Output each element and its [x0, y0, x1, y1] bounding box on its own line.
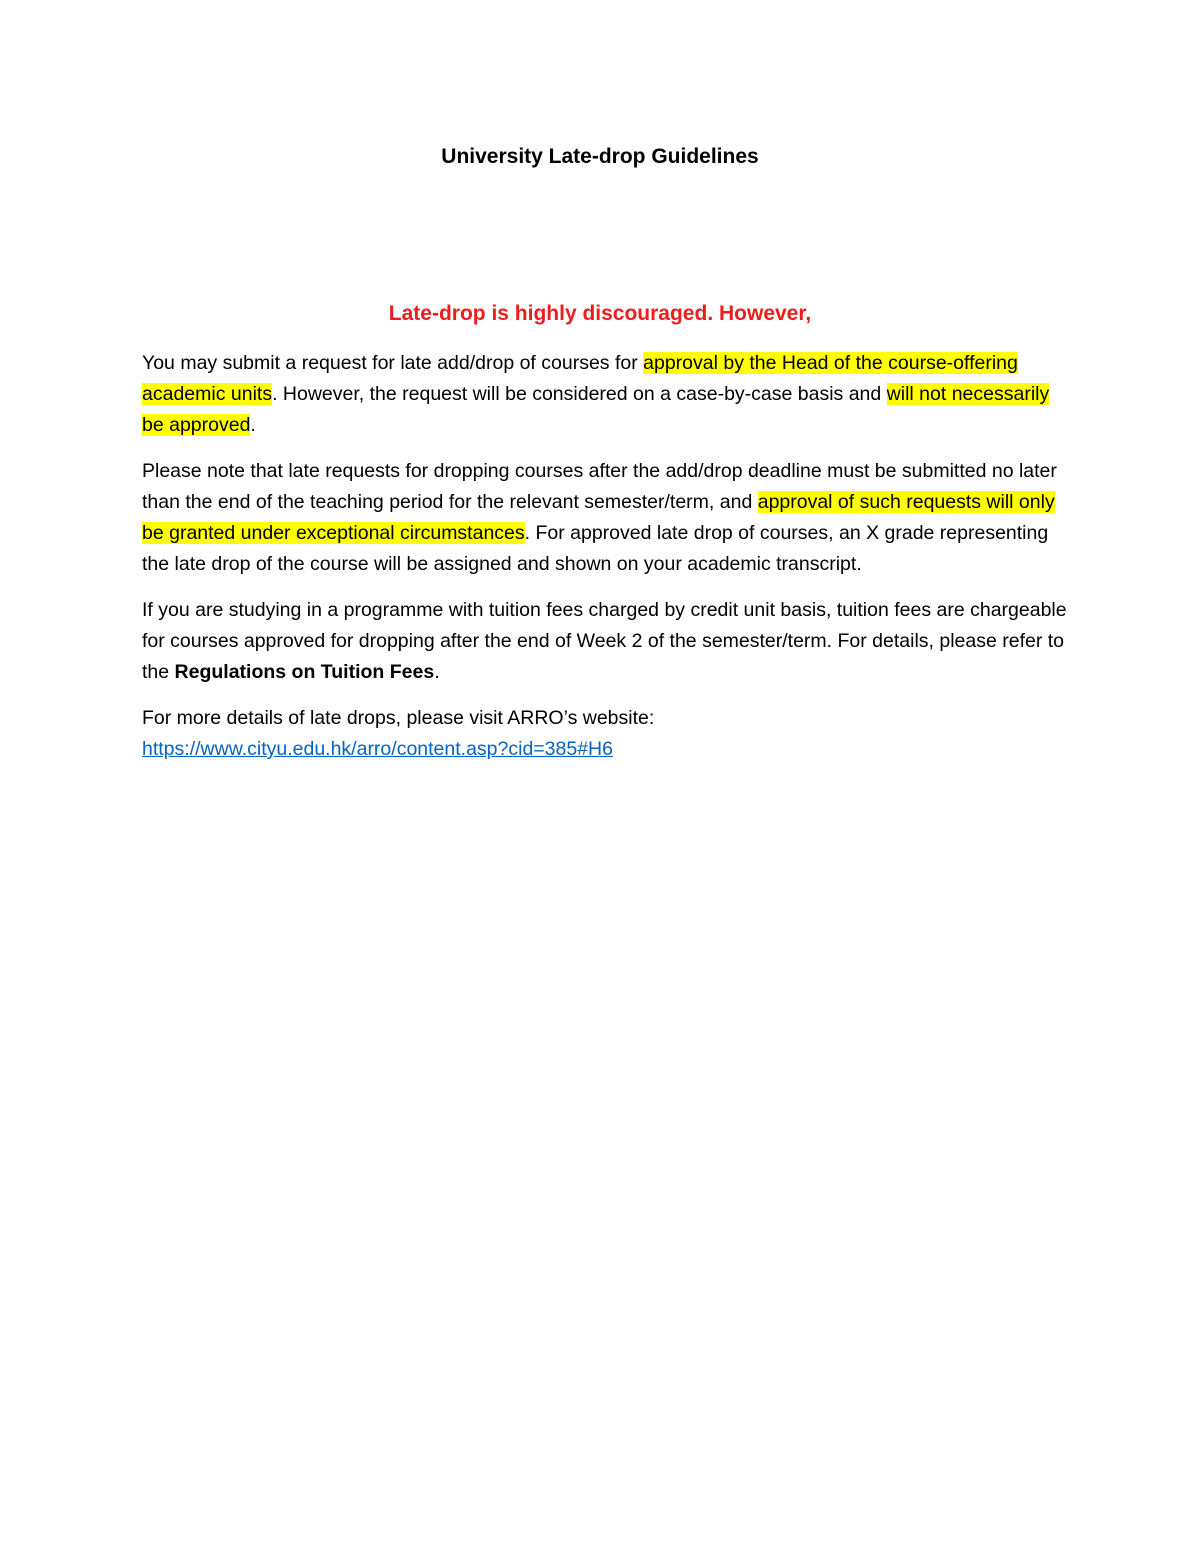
- paragraph-text: For more details of late drops, please visit ARRO’s website:: [142, 707, 655, 729]
- paragraph-text: Please note that late requests for dropping courses after the add/drop deadline must be submitted no later than the end of the teaching period for the relevant semester/term, and: [142, 460, 1057, 513]
- paragraph-text: . For approved late drop of courses, an X grade representing the late drop of the course will be assigned and shown on your academic transcript.: [142, 522, 1049, 575]
- document-body: [142, 348, 1072, 780]
- paragraph-request: [142, 348, 1072, 441]
- arro-website-link[interactable]: https://www.cityu.edu.hk/arro/content.asp?cid=385#H6: [142, 738, 613, 760]
- highlighted-text: will not necessarily be approved: [142, 383, 1050, 436]
- paragraph-tuition: [142, 595, 1072, 688]
- paragraph-deadline: [142, 456, 1072, 580]
- paragraph-text: . However, the request will be considered on a case-by-case basis and: [272, 383, 887, 405]
- paragraph-more-details: [142, 703, 1072, 765]
- highlighted-text: approval of such requests will only be granted under exceptional circumstances: [142, 491, 1055, 544]
- highlighted-text: approval by the Head of the course-offering academic units: [142, 352, 1018, 405]
- warning-heading: Late-drop is highly discouraged. However,: [388, 302, 812, 325]
- paragraph-text: .: [250, 414, 256, 436]
- bold-text: Regulations on Tuition Fees: [174, 661, 435, 683]
- paragraph-text: .: [434, 661, 440, 683]
- paragraph-text: If you are studying in a programme with tuition fees charged by credit unit basis, tuition fees are chargeable for courses approved for dropping after the end of Week 2 of the semester/term. For details, please refer to the: [142, 599, 1067, 683]
- paragraph-text: You may submit a request for late add/drop of courses for: [142, 352, 644, 374]
- page-title: University Late-drop Guidelines: [441, 145, 759, 168]
